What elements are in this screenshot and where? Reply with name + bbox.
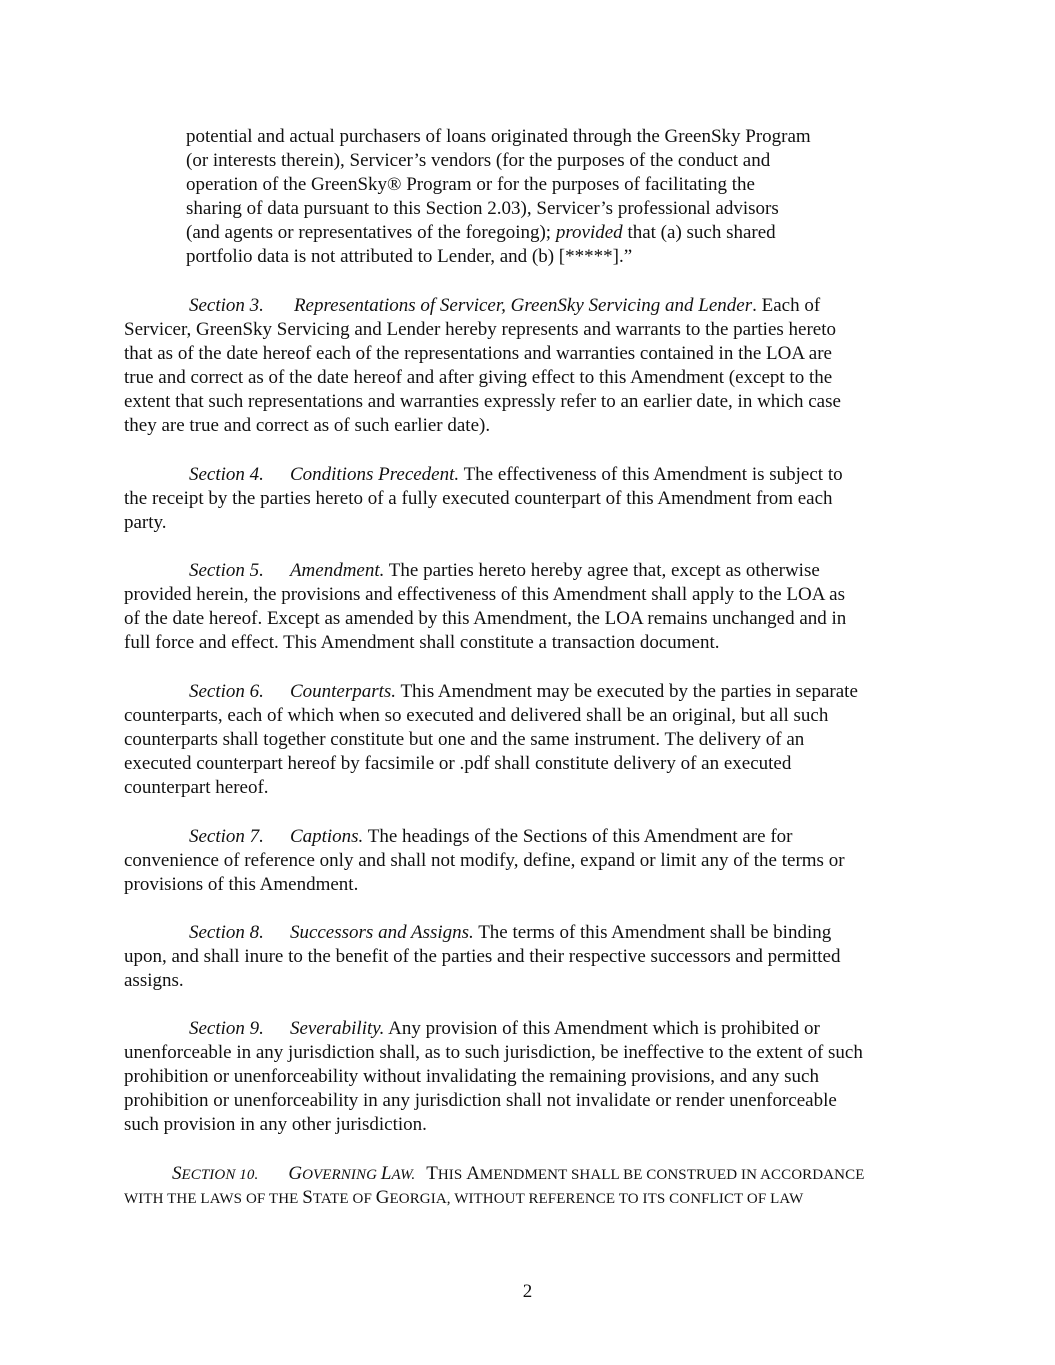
section-heading: Amendment. [289, 560, 385, 581]
section-first-line [124, 1017, 932, 1041]
section-first-line [124, 559, 932, 583]
section-number: SECTION 10. [172, 1163, 259, 1184]
section-6 [124, 680, 932, 800]
text-line: the receipt by the parties hereto of a fully executed counterpart of this Amendment from each [124, 488, 833, 510]
section-first-line [124, 921, 932, 945]
text-line: prohibition or unenforceability without invalidating the remaining provisions, and any such [124, 1066, 819, 1088]
section-heading: GOVERNING LAW. [288, 1163, 416, 1184]
section-heading: Counterparts. [289, 681, 397, 702]
text-line: operation of the GreenSky® Program or for the purposes of facilitating the [186, 174, 755, 196]
section-text: Each of [756, 295, 821, 316]
section-3 [124, 294, 932, 439]
text-line: convenience of reference only and shall not modify, define, expand or limit any of the terms or [124, 850, 845, 872]
text-line: assigns. [124, 970, 184, 992]
text-line: counterparts shall together constitute but one and the same instrument. The delivery of an [124, 729, 805, 751]
section-9 [124, 1017, 932, 1137]
section-text: Any provision of this Amendment which is prohibited or [384, 1018, 820, 1039]
section-number: Section 4. [189, 464, 264, 485]
heading-punct: . [752, 295, 757, 316]
section-text: The headings of the Sections of this Amendment are for [363, 826, 793, 847]
text-line: counterpart hereof. [124, 777, 269, 799]
section-heading: Successors and Assigns. [289, 922, 474, 943]
text-line: prohibition or unenforceability in any jurisdiction shall not invalidate or render unenforceable [124, 1090, 837, 1112]
section-10-line-2: WITH THE LAWS OF THE STATE OF GEORGIA, WITHOUT REFERENCE TO ITS CONFLICT OF LAW [124, 1187, 804, 1208]
text-line: counterparts, each of which when so executed and delivered shall be an original, but all such [124, 705, 829, 727]
text-line: true and correct as of the date hereof and after giving effect to this Amendment (except to the [124, 367, 833, 389]
section-heading: Conditions Precedent. [289, 464, 460, 485]
section-4 [124, 463, 932, 535]
text-line: potential and actual purchasers of loans originated through the GreenSky Program [186, 126, 811, 147]
text-line: sharing of data pursuant to this Section 2.03), Servicer’s professional advisors [186, 198, 779, 220]
text-line: extent that such representations and warranties expressly refer to an earlier date, in which case [124, 391, 841, 413]
section-text: The effectiveness of this Amendment is subject to [459, 464, 843, 485]
section-number: Section 9. [189, 1018, 264, 1039]
section-number: Section 8. [189, 922, 264, 943]
section-number: Section 6. [189, 681, 264, 702]
text-line: executed counterpart hereof by facsimile or .pdf shall constitute delivery of an executed [124, 753, 792, 775]
quoted-continuation [186, 125, 886, 270]
text-fragment: (and agents or representatives of the foregoing); [186, 222, 556, 244]
text-line: of the date hereof. Except as amended by this Amendment, the LOA remains unchanged and in [124, 608, 847, 630]
text-line: (or interests therein), Servicer’s vendors (for the purposes of the conduct and [186, 150, 771, 172]
section-text: The parties hereto hereby agree that, except as otherwise [384, 560, 820, 581]
text-line: portfolio data is not attributed to Lender, and (b) [*****].” [186, 246, 633, 268]
section-first-line [124, 825, 932, 849]
section-heading: Severability. [289, 1018, 385, 1039]
section-first-line [124, 680, 932, 704]
section-5 [124, 559, 932, 655]
text-line: that as of the date hereof each of the representations and warranties contained in the LOA are [124, 343, 832, 365]
text-line: full force and effect. This Amendment shall constitute a transaction document. [124, 632, 720, 654]
section-first-line [124, 294, 932, 318]
provided-term: provided [555, 222, 623, 244]
text-line: Servicer, GreenSky Servicing and Lender hereby represents and warrants to the parties hereto [124, 319, 836, 341]
section-7 [124, 825, 932, 897]
text-line: they are true and correct as of such earlier date). [124, 415, 491, 437]
section-first-line [124, 463, 932, 487]
section-text: THIS AMENDMENT SHALL BE CONSTRUED IN ACCORDANCE [426, 1163, 865, 1184]
text-fragment: that (a) such shared [622, 222, 776, 244]
text-line: provided herein, the provisions and effectiveness of this Amendment shall apply to the LOA as [124, 584, 845, 606]
section-text: The terms of this Amendment shall be binding [473, 922, 832, 943]
section-8 [124, 921, 932, 993]
section-10-line-1 [124, 1162, 932, 1187]
text-line: party. [124, 512, 167, 534]
text-line: upon, and shall inure to the benefit of the parties and their respective successors and permitted [124, 946, 841, 968]
section-number: Section 7. [189, 826, 264, 847]
text-line: such provision in any other jurisdiction. [124, 1114, 427, 1136]
section-heading: Representations of Servicer, GreenSky Servicing and Lender [293, 295, 753, 316]
text-line: unenforceable in any jurisdiction shall, as to such jurisdiction, be ineffective to the extent of such [124, 1042, 863, 1064]
text-line: provisions of this Amendment. [124, 874, 359, 896]
section-heading: Captions. [289, 826, 364, 847]
text-line [186, 221, 886, 245]
page-number: 2 [522, 1281, 533, 1302]
section-number: Section 3. [189, 295, 264, 316]
section-text: This Amendment may be executed by the parties in separate [396, 681, 858, 702]
section-number: Section 5. [189, 560, 264, 581]
